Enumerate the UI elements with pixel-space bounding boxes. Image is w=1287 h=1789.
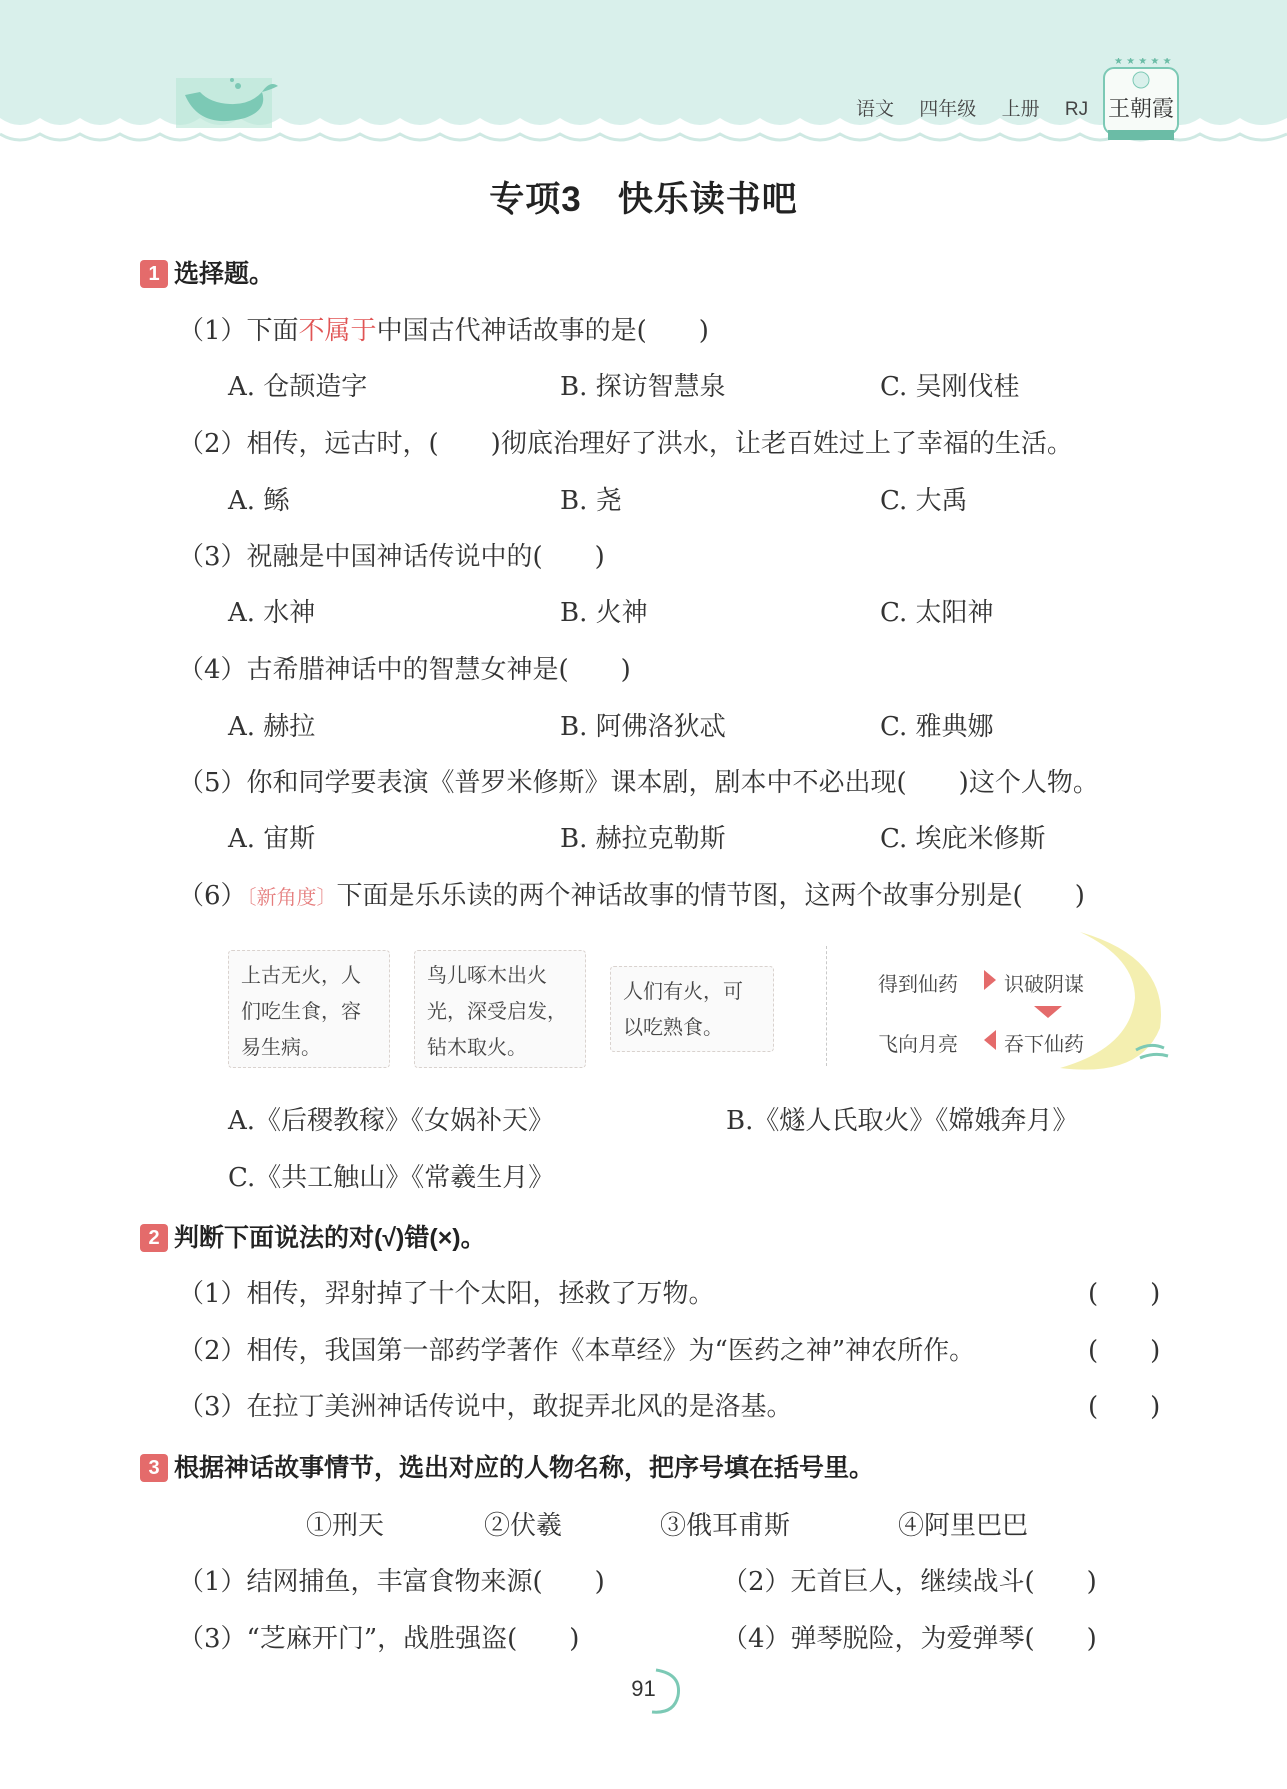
plot-card-line: 人们有火，可 bbox=[623, 979, 743, 1003]
question-6-post: 下面是乐乐读的两个神话故事的情节图，这两个故事分别是( ) bbox=[336, 881, 1085, 911]
answer-bracket[interactable]: ( ) bbox=[1088, 1392, 1161, 1422]
q2-option-a[interactable]: A. 鲧 bbox=[228, 486, 290, 516]
question-3: （3）祝融是中国神话传说中的( ) bbox=[178, 542, 605, 572]
arrow-left-icon bbox=[984, 1030, 996, 1050]
q4-option-b[interactable]: B. 阿佛洛狄忒 bbox=[560, 712, 726, 742]
plot-card-3 bbox=[610, 966, 774, 1052]
plot-card-line: 鸟儿啄木出火 bbox=[427, 963, 547, 987]
section3-heading bbox=[140, 1448, 874, 1484]
question-6 bbox=[178, 875, 1085, 912]
page-number: 91 bbox=[631, 1676, 656, 1701]
match-item-1: （1）结网捕鱼，丰富食物来源( ) bbox=[178, 1567, 605, 1597]
plot-card-line: 钻木取火。 bbox=[427, 1035, 527, 1059]
question-1-post: 中国古代神话故事的是( ) bbox=[376, 316, 709, 346]
header-grade: 四年级 bbox=[919, 99, 977, 120]
plot-card-line: 上古无火，人 bbox=[241, 963, 361, 987]
plot-card-line: 以吃熟食。 bbox=[623, 1015, 723, 1039]
section3-title: 根据神话故事情节，选出对应的人物名称，把序号填在括号里。 bbox=[174, 1454, 875, 1482]
flow-step-3: 吞下仙药 bbox=[1004, 1032, 1084, 1056]
header-meta bbox=[856, 94, 1108, 121]
section-number-badge: 3 bbox=[140, 1454, 168, 1482]
judge-item-2: （2）相传，我国第一部药学著作《本草经》为“医药之神”神农所作。 bbox=[178, 1336, 976, 1366]
section2-title: 判断下面说法的对(√)错(×)。 bbox=[174, 1224, 486, 1252]
plot-card-line: 们吃生食，容 bbox=[241, 999, 361, 1023]
header-band bbox=[0, 0, 1287, 150]
judge-item-3: （3）在拉丁美洲神话传说中，敢捉弄北风的是洛基。 bbox=[178, 1392, 793, 1422]
plot-divider bbox=[826, 946, 827, 1066]
svg-text:王朝霞: 王朝霞 bbox=[1107, 97, 1175, 122]
question-4: （4）古希腊神话中的智慧女神是( ) bbox=[178, 655, 631, 685]
q5-option-b[interactable]: B. 赫拉克勒斯 bbox=[560, 824, 726, 854]
plot-card-1 bbox=[228, 950, 390, 1068]
match-item-3: （3）“芝麻开门”，战胜强盗( ) bbox=[178, 1624, 580, 1654]
question-1-pre: （1）下面 bbox=[178, 316, 299, 346]
q6-option-b[interactable]: B.《燧人氏取火》《嫦娥奔月》 bbox=[726, 1106, 1079, 1136]
plot-card-2 bbox=[414, 950, 586, 1068]
flow-step-1: 得到仙药 bbox=[878, 972, 958, 996]
q2-option-b[interactable]: B. 尧 bbox=[560, 486, 622, 516]
whale-icon bbox=[176, 78, 278, 128]
brand-logo bbox=[1100, 58, 1182, 150]
section1-heading bbox=[140, 254, 274, 290]
arrow-right-icon bbox=[984, 970, 996, 990]
header-subject: 语文 bbox=[856, 99, 895, 120]
section-number-badge: 2 bbox=[140, 1224, 168, 1252]
match-item-4: （4）弹琴脱险，为爱弹琴( ) bbox=[722, 1624, 1097, 1654]
q3-option-b[interactable]: B. 火神 bbox=[560, 598, 648, 628]
q2-option-c[interactable]: C. 大禹 bbox=[880, 486, 968, 516]
svg-text:★ ★ ★ ★ ★: ★ ★ ★ ★ ★ bbox=[1114, 58, 1172, 67]
flow-step-4: 飞向月亮 bbox=[878, 1032, 958, 1056]
q1-option-c[interactable]: C. 吴刚伐桂 bbox=[880, 372, 1020, 402]
header-volume: 上册 bbox=[1001, 99, 1040, 120]
section1-title: 选择题。 bbox=[174, 260, 275, 288]
question-2: （2）相传，远古时，( )彻底治理好了洪水，让老百姓过上了幸福的生活。 bbox=[178, 429, 1073, 459]
page-title: 专项3 快乐读书吧 bbox=[489, 180, 798, 219]
plot-card-line: 光，深受启发， bbox=[427, 999, 567, 1023]
q6-option-c[interactable]: C.《共工触山》《常羲生月》 bbox=[228, 1163, 555, 1193]
question-6-pre: （6） bbox=[178, 881, 247, 911]
answer-bracket[interactable]: ( ) bbox=[1088, 1336, 1161, 1366]
section2-heading bbox=[140, 1218, 486, 1254]
judge-item-1: （1）相传，羿射掉了十个太阳，拯救了万物。 bbox=[178, 1279, 715, 1309]
q3-option-c[interactable]: C. 太阳神 bbox=[880, 598, 994, 628]
answer-bracket[interactable]: ( ) bbox=[1088, 1279, 1161, 1309]
q4-option-a[interactable]: A. 赫拉 bbox=[228, 712, 316, 742]
arrow-down-icon bbox=[1034, 1006, 1062, 1018]
match-item-2: （2）无首巨人，继续战斗( ) bbox=[722, 1567, 1097, 1597]
header-edition: RJ bbox=[1064, 99, 1089, 120]
choice-4: ④阿里巴巴 bbox=[898, 1511, 1029, 1541]
question-5: （5）你和同学要表演《普罗米修斯》课本剧，剧本中不必出现( )这个人物。 bbox=[178, 768, 1099, 798]
choice-1: ①刑天 bbox=[306, 1511, 385, 1541]
question-1 bbox=[178, 310, 709, 347]
choice-3: ③俄耳甫斯 bbox=[660, 1511, 791, 1541]
choice-2: ②伏羲 bbox=[484, 1511, 563, 1541]
q4-option-c[interactable]: C. 雅典娜 bbox=[880, 712, 994, 742]
section-number-badge: 1 bbox=[140, 260, 168, 288]
q3-option-a[interactable]: A. 水神 bbox=[228, 598, 316, 628]
q5-option-a[interactable]: A. 宙斯 bbox=[228, 824, 316, 854]
plot-card-line: 易生病。 bbox=[241, 1035, 321, 1059]
new-angle-tag: 〔新角度〕 bbox=[246, 885, 337, 909]
q1-option-b[interactable]: B. 探访智慧泉 bbox=[560, 372, 726, 402]
q1-option-a[interactable]: A. 仓颉造字 bbox=[228, 372, 368, 402]
question-1-emphasis: 不属于 bbox=[298, 316, 377, 346]
q6-option-a[interactable]: A.《后稷教稼》《女娲补天》 bbox=[228, 1106, 555, 1136]
q5-option-c[interactable]: C. 埃庇米修斯 bbox=[880, 824, 1046, 854]
flow-step-2: 识破阴谋 bbox=[1004, 972, 1084, 996]
